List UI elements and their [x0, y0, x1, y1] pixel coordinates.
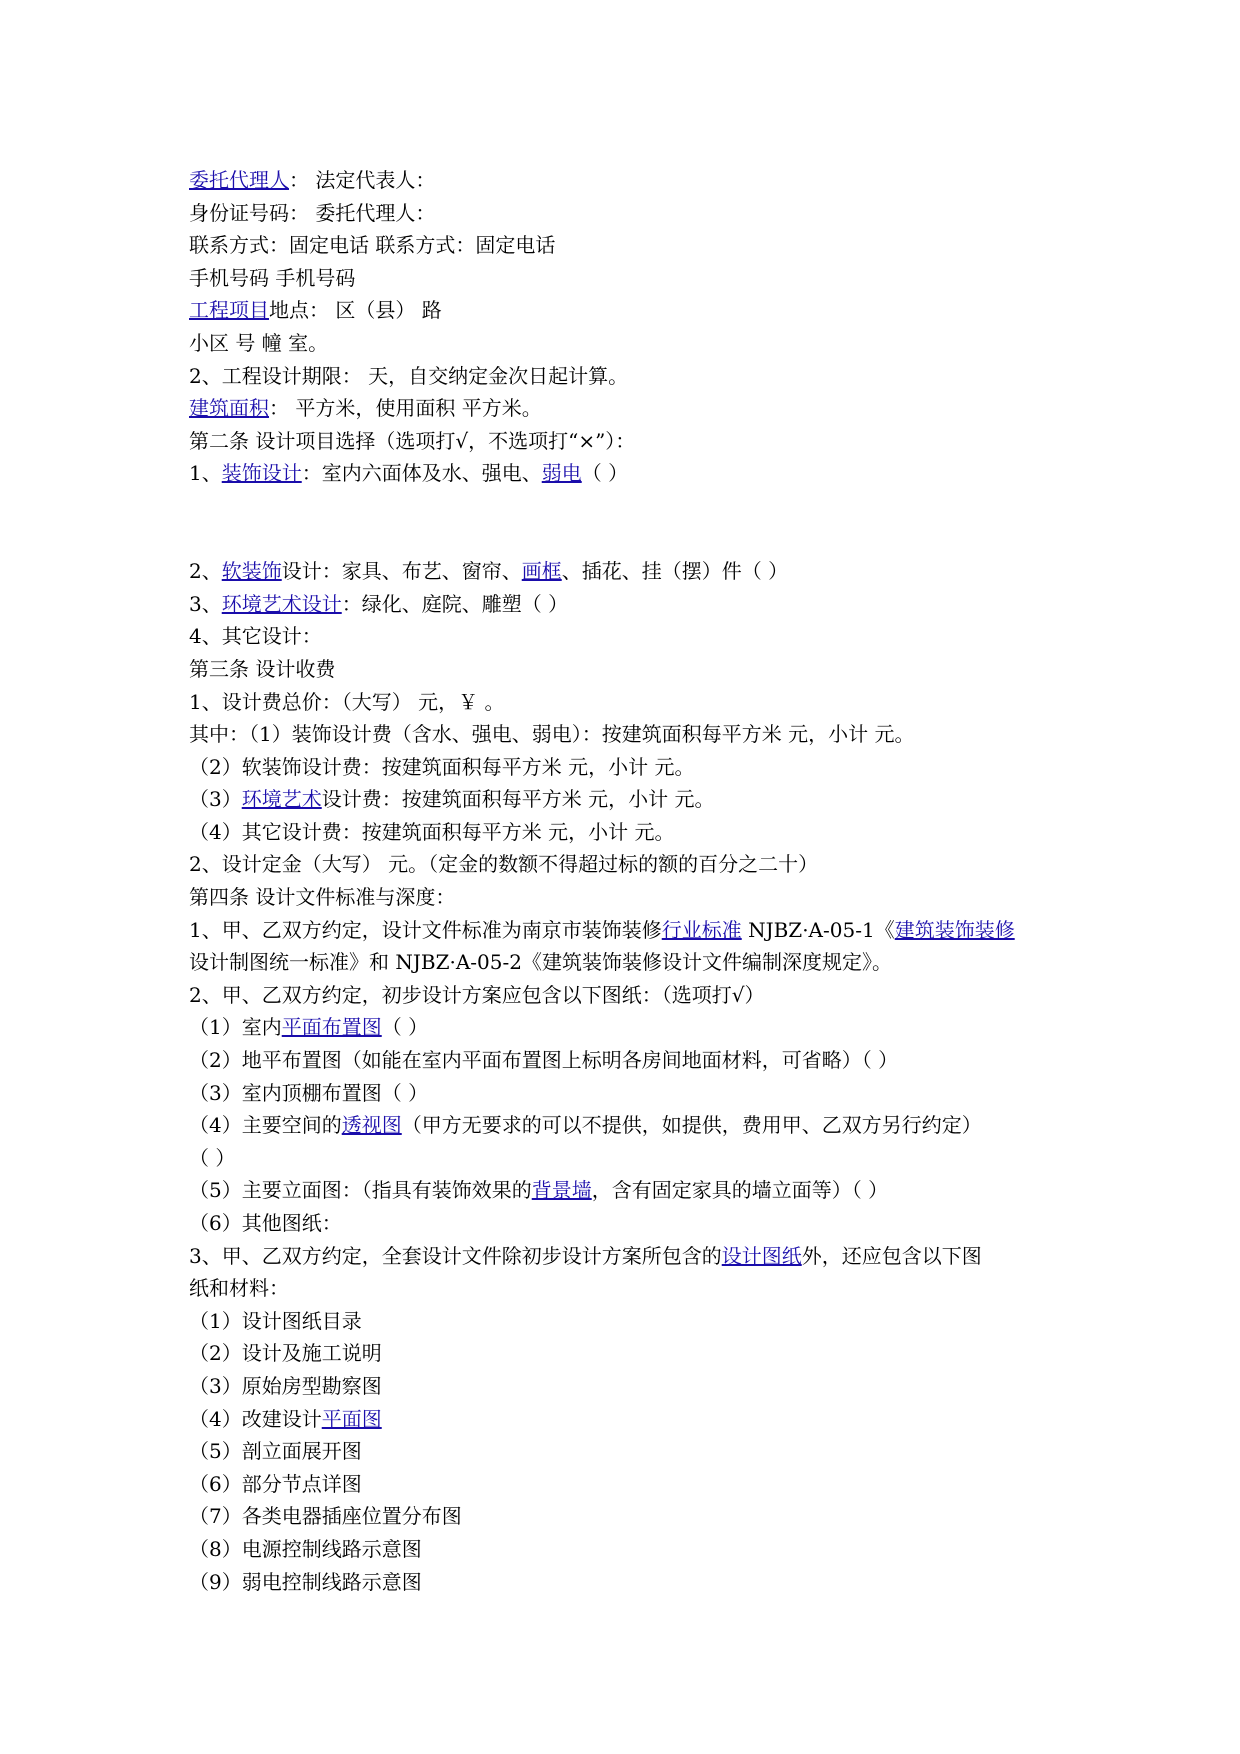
hyperlink[interactable]: 平面布置图 [281, 1015, 382, 1040]
text-line [189, 881, 1069, 914]
text-segment: （6）其他图纸： [189, 1211, 342, 1235]
text-segment: 1、 [189, 461, 222, 486]
paragraph-gap [189, 523, 1069, 556]
hyperlink[interactable]: 建筑装饰装修 [894, 917, 1015, 942]
hyperlink[interactable]: 软装饰 [221, 559, 282, 584]
text-segment: （4）改建设计 [189, 1406, 322, 1431]
text-segment: （5）主要立面图：（指具有装饰效果的 [189, 1178, 532, 1203]
text-line [189, 751, 1069, 784]
text-segment: （2）地平布置图（如能在室内平面布置图上标明各房间地面材料，可省略）（ ） [189, 1048, 899, 1073]
text-segment: （9）弱电控制线路示意图 [189, 1569, 422, 1594]
text-segment: （ ） [189, 1145, 236, 1170]
text-segment: 第二条 设计项目选择（选项打√，不选项打“×”）： [189, 428, 636, 453]
text-segment: ：绿化、庭院、雕塑（ ） [341, 591, 569, 616]
text-segment: ： 平方米，使用面积 平方米。 [269, 396, 542, 421]
text-line [189, 718, 1069, 751]
text-line [189, 946, 1069, 979]
text-segment: 设计：家具、布艺、窗帘、 [281, 559, 522, 584]
text-line [189, 392, 1069, 425]
text-line [189, 686, 1069, 719]
hyperlink[interactable]: 环境艺术 [241, 787, 322, 812]
hyperlink[interactable]: 装饰设计 [221, 461, 302, 486]
text-segment: 地点： 区（县） 路 [269, 298, 442, 323]
text-line [189, 1207, 1069, 1240]
text-segment: （3）室内顶棚布置图（ ） [189, 1080, 429, 1105]
text-segment: 外，还应包含以下图 [801, 1243, 982, 1268]
text-segment: 设计制图统一标准》和 NJBZ·A-05-2《建筑装饰装修设计文件编制深度规定》。 [189, 950, 892, 975]
text-line [189, 1337, 1069, 1370]
text-line [189, 457, 1069, 490]
text-line [189, 164, 1069, 197]
text-line [189, 848, 1069, 881]
text-segment: 第三条 设计收费 [189, 656, 336, 681]
text-segment: ：室内六面体及水、强电、 [301, 461, 542, 486]
hyperlink[interactable]: 透视图 [341, 1113, 402, 1138]
text-segment: 其中：（1）装饰设计费（含水、强电、弱电）：按建筑面积每平方米 元，小计 元。 [189, 722, 915, 747]
text-segment: 手机号码 手机号码 [189, 265, 356, 290]
text-segment: ： 法定代表人： [289, 168, 436, 192]
text-segment: （5）剖立面展开图 [189, 1439, 362, 1464]
text-line [189, 588, 1069, 621]
text-line [189, 1044, 1069, 1077]
text-line [189, 262, 1069, 295]
text-segment: （1）室内 [189, 1015, 282, 1040]
hyperlink[interactable]: 行业标准 [661, 917, 742, 942]
text-line [189, 425, 1069, 458]
text-segment: 第四条 设计文件标准与深度： [189, 885, 456, 910]
contract-document-page [189, 164, 1069, 1598]
text-line [189, 1435, 1069, 1468]
hyperlink[interactable]: 委托代理人 [189, 168, 289, 192]
text-line [189, 1370, 1069, 1403]
text-line [189, 1240, 1069, 1273]
text-segment: （ ） [581, 461, 629, 486]
paragraph-gap [189, 490, 1069, 523]
text-line [189, 555, 1069, 588]
text-line [189, 620, 1069, 653]
text-line [189, 1500, 1069, 1533]
text-segment: （ ） [381, 1015, 429, 1040]
text-segment: （8）电源控制线路示意图 [189, 1536, 422, 1561]
text-segment: 身份证号码： 委托代理人： [189, 200, 436, 225]
text-segment: 2、甲、乙双方约定，初步设计方案应包含以下图纸：（选项打√） [189, 982, 765, 1007]
text-segment: 1、甲、乙双方约定，设计文件标准为南京市装饰装修 [189, 917, 662, 942]
text-line [189, 1305, 1069, 1338]
text-segment: 联系方式：固定电话 联系方式：固定电话 [189, 233, 556, 258]
text-segment: （6）部分节点详图 [189, 1471, 362, 1496]
text-segment: 3、 [189, 591, 222, 616]
text-segment: 2、设计定金（大写） 元。（定金的数额不得超过标的额的百分之二十） [189, 852, 819, 877]
text-line [189, 653, 1069, 686]
text-segment: 4、其它设计： [189, 624, 322, 649]
text-line [189, 1566, 1069, 1599]
hyperlink[interactable]: 环境艺术设计 [221, 591, 342, 616]
text-line [189, 1468, 1069, 1501]
hyperlink[interactable]: 设计图纸 [721, 1243, 802, 1268]
text-line [189, 294, 1069, 327]
text-line [189, 1142, 1069, 1175]
hyperlink[interactable]: 画框 [521, 559, 562, 584]
text-line [189, 979, 1069, 1012]
text-segment: 3、甲、乙双方约定，全套设计文件除初步设计方案所包含的 [189, 1243, 722, 1268]
text-segment: 2、 [189, 559, 222, 584]
text-segment: （2）设计及施工说明 [189, 1341, 382, 1366]
text-line [189, 327, 1069, 360]
text-segment: 纸和材料： [189, 1276, 289, 1301]
hyperlink[interactable]: 建筑面积 [189, 396, 269, 421]
text-segment: （甲方无要求的可以不提供，如提供，费用甲、乙双方另行约定） [401, 1113, 982, 1138]
text-segment: （4）主要空间的 [189, 1113, 342, 1138]
text-line [189, 783, 1069, 816]
text-line [189, 816, 1069, 849]
hyperlink[interactable]: 工程项目 [189, 298, 269, 323]
text-line [189, 1272, 1069, 1305]
text-line [189, 1011, 1069, 1044]
text-segment: （2）软装饰设计费：按建筑面积每平方米 元，小计 元。 [189, 754, 695, 779]
text-line [189, 197, 1069, 230]
text-segment: （3）原始房型勘察图 [189, 1373, 382, 1398]
text-line [189, 360, 1069, 393]
text-line [189, 1174, 1069, 1207]
hyperlink[interactable]: 弱电 [541, 461, 582, 486]
text-segment: ，含有固定家具的墙立面等）（ ） [591, 1178, 889, 1203]
text-segment: （4）其它设计费：按建筑面积每平方米 元，小计 元。 [189, 819, 675, 844]
text-line [189, 1533, 1069, 1566]
text-line [189, 914, 1069, 947]
text-segment: 、插花、挂（摆）件（ ） [561, 559, 789, 584]
text-line [189, 229, 1069, 262]
text-segment: 小区 号 幢 室。 [189, 330, 329, 355]
text-segment: 1、设计费总价：（大写） 元，￥ 。 [189, 689, 505, 714]
text-segment: （3） [189, 787, 242, 812]
text-segment: 设计费：按建筑面积每平方米 元，小计 元。 [321, 787, 715, 812]
text-segment: （7）各类电器插座位置分布图 [189, 1504, 462, 1529]
text-segment: （1）设计图纸目录 [189, 1308, 362, 1333]
hyperlink[interactable]: 平面图 [321, 1406, 382, 1431]
text-segment: 2、工程设计期限： 天，自交纳定金次日起计算。 [189, 363, 629, 388]
hyperlink[interactable]: 背景墙 [531, 1178, 592, 1203]
text-line [189, 1403, 1069, 1436]
text-segment: NJBZ·A-05-1《 [741, 917, 895, 942]
text-line [189, 1077, 1069, 1110]
text-line [189, 1109, 1069, 1142]
